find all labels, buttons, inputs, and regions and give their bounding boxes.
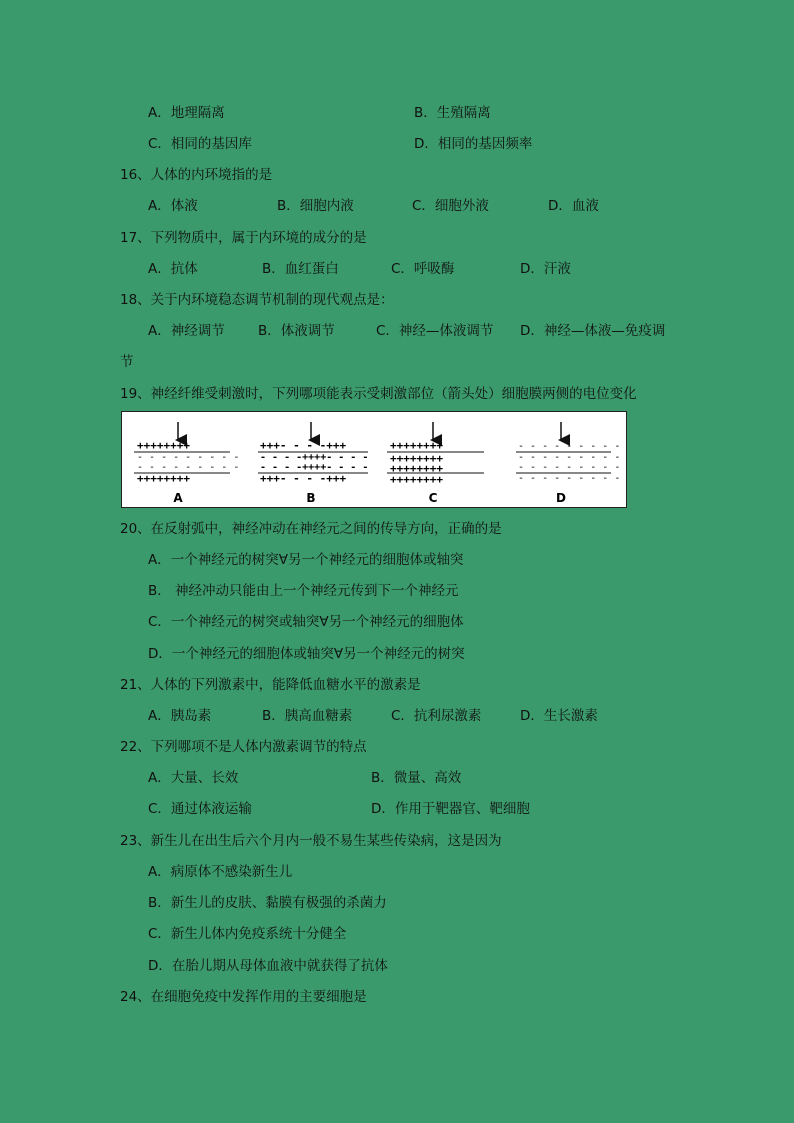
panel-b-row3: - - - -++++- - - - — [260, 462, 369, 473]
panel-d-row4: - - - - - - - - - — [518, 473, 621, 484]
panel-b — [258, 422, 368, 505]
q20-option-b: B． 神经冲动只能由上一个神经元传到下一个神经元 — [148, 583, 459, 599]
q21-option-b: B．胰高血糖素 — [262, 708, 353, 724]
q17-option-a: A．抗体 — [148, 261, 198, 277]
panel-a-row4: ++++++++ — [137, 472, 190, 485]
q20-option-d: D．一个神经元的细胞体或轴突∀另一个神经元的树突 — [148, 646, 465, 662]
panel-c-row3: ++++++++ — [390, 462, 443, 475]
panel-c-row1: ++++++++ — [390, 439, 443, 452]
q18-option-b: B．体液调节 — [258, 323, 335, 339]
q18-wrap: 节 — [120, 354, 134, 370]
q23-option-a: A．病原体不感染新生儿 — [148, 864, 293, 880]
q20-option-a: A．一个神经元的树突∀另一个神经元的细胞体或轴突 — [148, 552, 464, 568]
panel-c-row4: ++++++++ — [390, 473, 443, 486]
q22-option-b: B．微量、高效 — [371, 770, 462, 786]
q15-option-a: A．地理隔离 — [148, 105, 225, 121]
q16-option-b: B．细胞内液 — [277, 198, 354, 214]
panel-c-label: C — [428, 491, 438, 505]
q15-option-d: D．相同的基因频率 — [414, 136, 533, 152]
panel-d-row3: - - - - - - - - - — [518, 462, 621, 473]
membrane-potential-figure — [121, 411, 627, 508]
q18-stem: 18、关于内环境稳态调节机制的现代观点是： — [120, 292, 394, 308]
q17-option-d: D．汗液 — [520, 261, 571, 277]
q22-stem: 22、下列哪项不是人体内激素调节的特点 — [120, 739, 367, 755]
q23-option-d: D．在胎儿期从母体血液中就获得了抗体 — [148, 958, 388, 974]
q18-option-c: C．神经—体液调节 — [376, 323, 494, 339]
q19-stem: 19、神经纤维受刺激时，下列哪项能表示受刺激部位（箭头处）细胞膜两侧的电位变化 — [120, 386, 637, 402]
q16-option-a: A．体液 — [148, 198, 198, 214]
panel-b-row1: +++- - - -+++ — [260, 439, 347, 452]
panel-c-row2: ++++++++ — [390, 452, 443, 465]
q18-option-d: D．神经—体液—免疫调 — [520, 323, 666, 339]
q17-option-c: C．呼吸酶 — [391, 261, 455, 277]
panel-d-row2: - - - - - - - - - — [518, 452, 621, 463]
q21-option-d: D．生长激素 — [520, 708, 598, 724]
q20-stem: 20、在反射弧中，神经冲动在神经元之间的传导方向，正确的是 — [120, 521, 502, 537]
panel-b-label: B — [306, 491, 316, 505]
q15-option-b: B．生殖隔离 — [414, 105, 491, 121]
q16-option-d: D．血液 — [548, 198, 599, 214]
panel-b-row4: +++- - - -+++ — [260, 472, 347, 485]
panel-d-row1: - - - - - - - - - — [518, 441, 621, 452]
panel-c — [387, 422, 484, 505]
q24-stem: 24、在细胞免疫中发挥作用的主要细胞是 — [120, 989, 367, 1005]
panel-d-label: D — [556, 491, 566, 505]
q22-option-a: A．大量、长效 — [148, 770, 239, 786]
q22-option-c: C．通过体液运输 — [148, 801, 252, 817]
panel-a-row1: ++++++++ — [137, 439, 190, 452]
q23-stem: 23、新生儿在出生后六个月内一般不易生某些传染病，这是因为 — [120, 833, 502, 849]
q17-stem: 17、下列物质中，属于内环境的成分的是 — [120, 230, 367, 246]
panel-a-row2: - - - - - - - - - — [137, 452, 240, 463]
q23-option-b: B．新生儿的皮肤、黏膜有极强的杀菌力 — [148, 895, 387, 911]
q20-option-c: C．一个神经元的树突或轴突∀另一个神经元的细胞体 — [148, 614, 464, 630]
panel-a-label: A — [173, 491, 183, 505]
q22-option-d: D．作用于靶器官、靶细胞 — [371, 801, 530, 817]
panel-d — [516, 422, 620, 505]
q21-option-a: A．胰岛素 — [148, 708, 212, 724]
q23-option-c: C．新生儿体内免疫系统十分健全 — [148, 926, 347, 942]
q21-option-c: C．抗利尿激素 — [391, 708, 482, 724]
q16-option-c: C．细胞外液 — [412, 198, 489, 214]
q16-stem: 16、人体的内环境指的是 — [120, 167, 273, 183]
q21-stem: 21、人体的下列激素中，能降低血糖水平的激素是 — [120, 677, 421, 693]
q17-option-b: B．血红蛋白 — [262, 261, 339, 277]
q15-option-c: C．相同的基因库 — [148, 136, 252, 152]
q18-option-a: A．神经调节 — [148, 323, 225, 339]
panel-a — [134, 422, 239, 505]
panel-a-row3: - - - - - - - - - — [137, 462, 240, 473]
panel-b-row2: - - - -++++- - - - — [260, 452, 369, 463]
